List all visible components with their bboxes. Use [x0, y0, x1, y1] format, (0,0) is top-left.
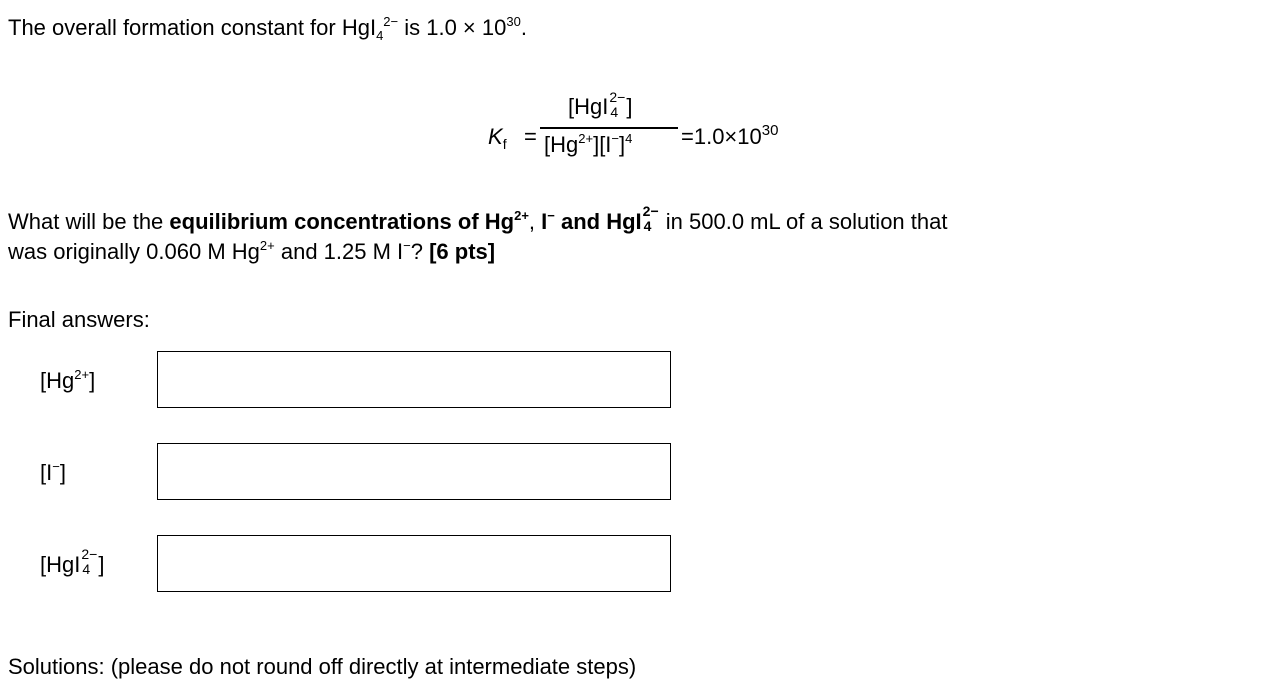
hg-label: $[Hg^{2+}]$ [40, 367, 96, 393]
intro-exponent: 30 [506, 14, 521, 29]
kf-denominator: $[Hg^{2+}][I^-]^4$ [544, 131, 633, 157]
intro-charge: 2− [383, 14, 399, 29]
hgi4-label: [HgI 2− 4 ] [40, 546, 105, 577]
points-label: [6 pts] [429, 239, 496, 264]
i-answer-input[interactable] [157, 443, 671, 500]
intro-prefix: The overall formation constant for HgI [8, 15, 377, 40]
kf-value: $=1.0\times 10^{30}$ [681, 122, 779, 149]
intro-mid: is 1.0 × 10 [398, 15, 507, 40]
kf-numerator: [HgI 2− 4 ] [568, 89, 633, 120]
final-answers-heading: Final answers: [8, 307, 150, 332]
i-label: [I−] [40, 459, 66, 485]
hgi4-answer-input[interactable] [157, 535, 671, 592]
intro-text [8, 14, 527, 45]
intro-suffix: . [520, 15, 527, 40]
equals-sign: = [524, 124, 537, 149]
hg-answer-input[interactable] [157, 351, 671, 408]
question-line-1: What will be the equilibrium concentrations of $Hg^{2+}$, I− and HgI 2− 4 in 500.0 mL of a solution that [8, 203, 948, 234]
question-line-2: was originally 0.060 M $Hg^{2+}$ and 1.25 M I−? [6 pts] [8, 238, 496, 264]
fraction-bar [540, 127, 678, 129]
intro-sub: 4 [376, 28, 384, 43]
solutions-note: Solutions: (please do not round off directly at intermediate steps) [8, 654, 637, 679]
kf-symbol: $K_f$ [488, 124, 507, 152]
kf-equation [488, 89, 848, 184]
